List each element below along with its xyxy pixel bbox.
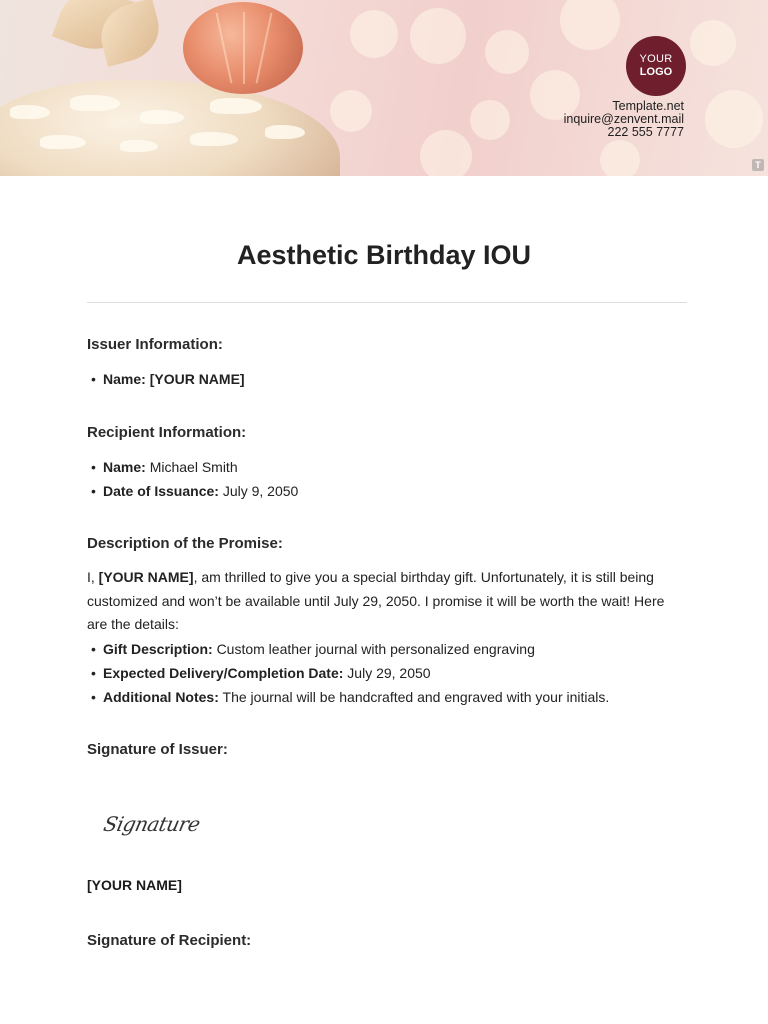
logo-text-line1: YOUR	[639, 53, 673, 65]
issuer-signature-heading: Signature of Issuer:	[87, 741, 228, 758]
issuance-date-label: Date of Issuance:	[103, 483, 219, 499]
company-logo	[626, 36, 686, 96]
header-banner	[0, 0, 768, 176]
gift-description-item: • Gift Description: Custom leather journal with personalized engraving	[91, 641, 535, 657]
contact-website: Template.net	[612, 99, 684, 113]
issuer-name-value: [YOUR NAME]	[149, 371, 245, 387]
cake-image	[0, 80, 340, 176]
bokeh-light	[485, 30, 529, 74]
issuer-heading: Issuer Information:	[87, 336, 223, 353]
bokeh-light	[690, 20, 736, 66]
bokeh-light	[600, 140, 640, 176]
logo-text-line2: LOGO	[639, 66, 673, 78]
issuer-printed-name: [YOUR NAME]	[87, 877, 182, 893]
recipient-name-label: Name:	[103, 459, 146, 475]
recipient-signature-heading: Signature of Recipient:	[87, 932, 252, 949]
contact-email: inquire@zenvent.mail	[563, 112, 684, 126]
bokeh-light	[350, 10, 398, 58]
contact-block	[564, 100, 684, 139]
bokeh-light	[560, 0, 620, 50]
bokeh-light	[330, 90, 372, 132]
bokeh-light	[420, 130, 472, 176]
bokeh-light	[470, 100, 510, 140]
issuer-name-label: Name:	[103, 371, 146, 387]
promise-issuer-name: [YOUR NAME]	[98, 569, 194, 585]
additional-notes-item: • Additional Notes: The journal will be handcrafted and engraved with your initials.	[91, 689, 610, 705]
recipient-heading: Recipient Information:	[87, 424, 247, 441]
bokeh-light	[705, 90, 763, 148]
title-divider	[87, 302, 687, 303]
recipient-name-item: • Name: Michael Smith	[91, 459, 238, 475]
template-badge-icon: T	[752, 159, 764, 171]
document-title: Aesthetic Birthday IOU	[236, 240, 532, 270]
issuer-name-item: • Name: [YOUR NAME]	[91, 371, 245, 387]
tangerine-image	[183, 2, 303, 94]
issuance-date-item: • Date of Issuance: July 9, 2050	[91, 483, 299, 499]
promise-paragraph: I, [YOUR NAME], am thrilled to give you a special birthday gift. Unfortunately, it is still being customized and won’t be available until July 29, 2050. I promise it will be worth the wait! Here are the details:	[87, 569, 665, 633]
contact-phone: 222 555 7777	[607, 125, 684, 139]
recipient-name-value: Michael Smith	[149, 459, 238, 475]
issuer-signature: Signature	[101, 812, 203, 836]
delivery-date-item: • Expected Delivery/Completion Date: July 29, 2050	[91, 665, 431, 681]
bokeh-light	[410, 8, 466, 64]
issuance-date-value: July 9, 2050	[222, 483, 299, 499]
promise-heading: Description of the Promise:	[87, 535, 283, 552]
